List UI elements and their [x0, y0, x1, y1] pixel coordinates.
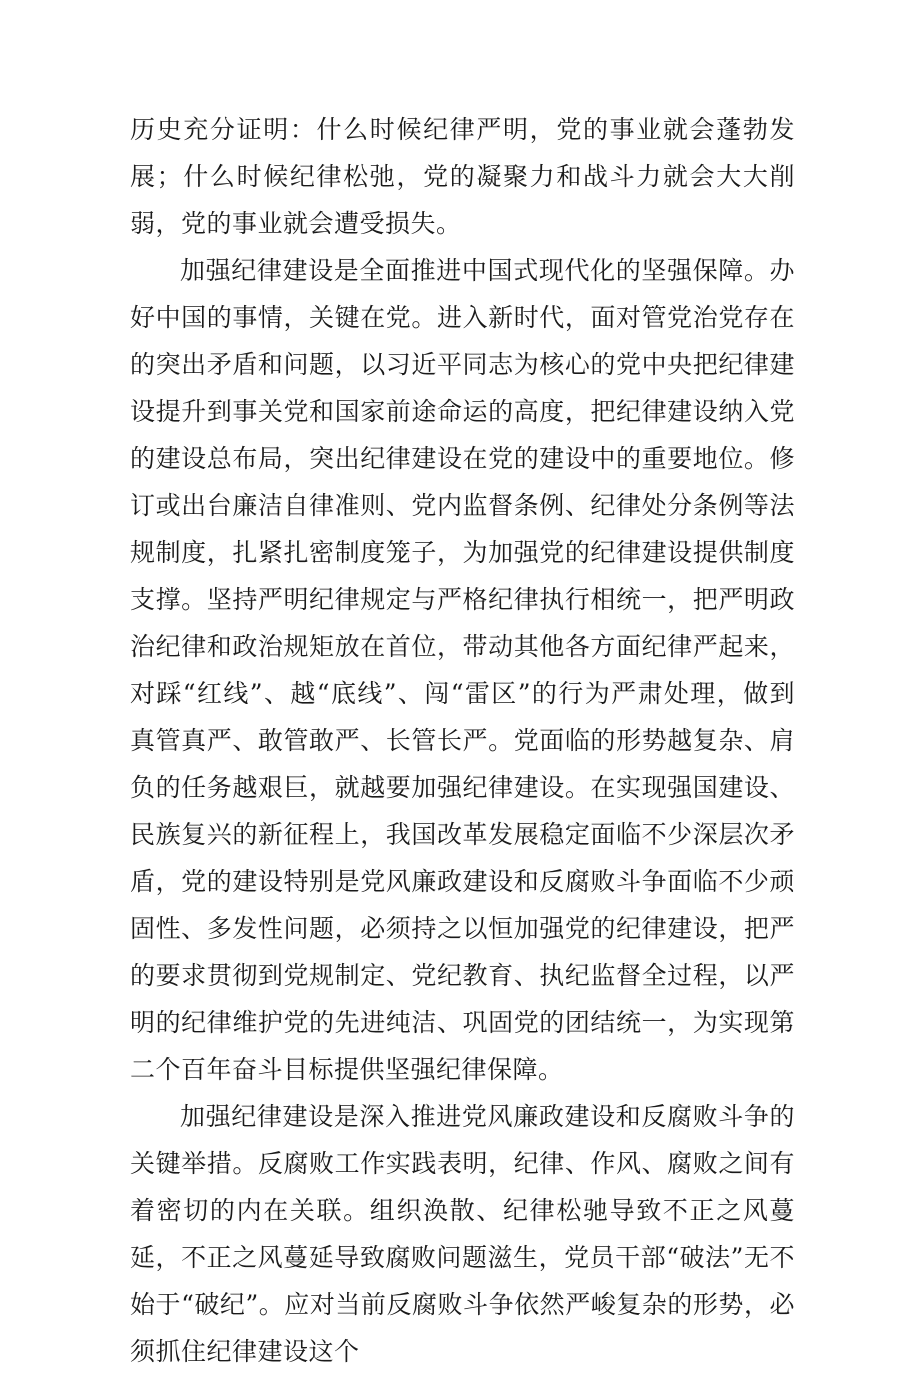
paragraph-1: 历史充分证明：什么时候纪律严明，党的事业就会蓬勃发展；什么时候纪律松弛，党的凝聚力和战斗力就会大大削弱，党的事业就会遭受损失。	[130, 115, 795, 238]
document-body	[130, 106, 795, 1375]
paragraph-3: 加强纪律建设是深入推进党风廉政建设和反腐败斗争的关键举措。反腐败工作实践表明，纪律、作风、腐败之间有着密切的内在关联。组织涣散、纪律松驰导致不正之风蔓延，不正之风蔓延导致腐败问题滋生，党员干部“破法”无不始于“破纪”。应对当前反腐败斗争依然严峻复杂的形势，必须抓住纪律建设这个	[130, 1102, 795, 1366]
paragraph-2: 加强纪律建设是全面推进中国式现代化的坚强保障。办好中国的事情，关键在党。进入新时代，面对管党治党存在的突出矛盾和问题，以习近平同志为核心的党中央把纪律建设提升到事关党和国家前途命运的高度，把纪律建设纳入党的建设总布局，突出纪律建设在党的建设中的重要地位。修订或出台廉洁自律准则、党内监督条例、纪律处分条例等法规制度，扎紧扎密制度笼子，为加强党的纪律建设提供制度支撑。坚持严明纪律规定与严格纪律执行相统一，把严明政治纪律和政治规矩放在首位，带动其他各方面纪律严起来，对踩“红线”、越“底线”、闯“雷区”的行为严肃处理，做到真管真严、敢管敢严、长管长严。党面临的形势越复杂、肩负的任务越艰巨，就越要加强纪律建设。在实现强国建设、民族复兴的新征程上，我国改革发展稳定面临不少深层次矛盾，党的建设特别是党风廉政建设和反腐败斗争面临不少顽固性、多发性问题，必须持之以恒加强党的纪律建设，把严的要求贯彻到党规制定、党纪教育、执纪监督全过程，以严明的纪律维护党的先进纯洁、巩固党的团结统一，为实现第二个百年奋斗目标提供坚强纪律保障。	[130, 256, 795, 1084]
